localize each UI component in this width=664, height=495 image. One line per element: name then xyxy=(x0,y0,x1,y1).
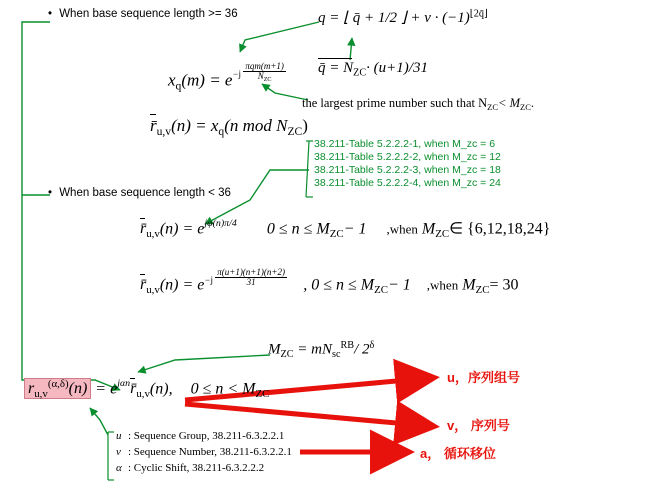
bullet-short-sequence xyxy=(48,187,231,199)
bullet-short-label: When base sequence length < 36 xyxy=(59,187,231,199)
legend-item-v: v : Sequence Number, 38.211-6.3.2.2.1 xyxy=(116,446,292,458)
annotation-v: v， 序列号 xyxy=(447,418,510,433)
note-largest-prime: the largest prime number such that $N_{ZC}< M_{ZC}$. xyxy=(302,96,534,112)
legend-list xyxy=(116,428,292,476)
list-item: 38.211-Table 5.2.2.2-1, when M_zc = 6 xyxy=(314,138,496,150)
list-item: 38.211-Table 5.2.2.2-3, when M_zc = 18 xyxy=(314,164,501,176)
list-item: 38.211-Table 5.2.2.2-4, when M_zc = 24 xyxy=(314,177,501,189)
formula-q-definition: q = ⌊ q̄ + 1/2 ⌋ + $v \cdot (-1)^{⌊2q̄⌋}$ xyxy=(318,8,488,26)
table-reference-list xyxy=(314,138,501,190)
formula-mzc-definition: $M_{ZC} = mN_{sc}^{RB}/$ $2^\delta$ xyxy=(268,340,375,361)
list-item: 38.211-Table 5.2.2.2-2, when M_zc = 12 xyxy=(314,151,501,163)
bullet-dot-icon: • xyxy=(48,8,53,20)
bullet-long-label: When base sequence length >= 36 xyxy=(59,8,238,20)
formula-ruv-short-2: $r̄_{u,v}(n) = e^{-j \frac{\pi(u+1)(n+1)(n+2)}{31}}$ , $0 \le n \le M_{ZC}- 1$ ,when $M_{ZC}= 30$ xyxy=(140,267,519,297)
formula-xq: $x_q(m) = e^{-j \frac{\text{πqm(m+1)}}{N_{ZC}}}$ xyxy=(168,61,284,93)
formula-final-sequence: $r_{u,v}^{(\alpha,\delta)}(n)$ = $e^{j\alpha n}r̄_{u,v}(n)$, $0 \le n < M_{ZC}$ xyxy=(24,378,269,400)
formula-ruv-short-1: $r̄_{u,v}(n) = e^{j\varphi(n)\pi/4}$ $0 \le n \le M_{ZC}- 1$ ,when $M_{ZC}\in$ {6,12,18,24} xyxy=(140,218,551,241)
formula-ruv-long: $r̄_{u,v}(n) = x_q(n$ mod $N_{ZC}$) xyxy=(150,116,308,139)
legend-item-u: u : Sequence Group, 38.211-6.3.2.2.1 xyxy=(116,430,285,442)
bullet-long-sequence xyxy=(48,8,238,20)
annotation-u: u，序列组号 xyxy=(447,370,520,385)
legend-item-alpha: α : Cyclic Shift, 38.211-6.3.2.2.2 xyxy=(116,462,265,474)
formula-qbar-definition: q̄ = $N_{ZC}\cdot (u+1)/31$ xyxy=(318,60,428,79)
annotation-alpha: a， 循环移位 xyxy=(420,446,496,461)
bullet-dot-icon-2: • xyxy=(48,187,53,199)
highlighted-term: $r_{u,v}^{(\alpha,\delta)}(n)$ xyxy=(24,378,91,399)
